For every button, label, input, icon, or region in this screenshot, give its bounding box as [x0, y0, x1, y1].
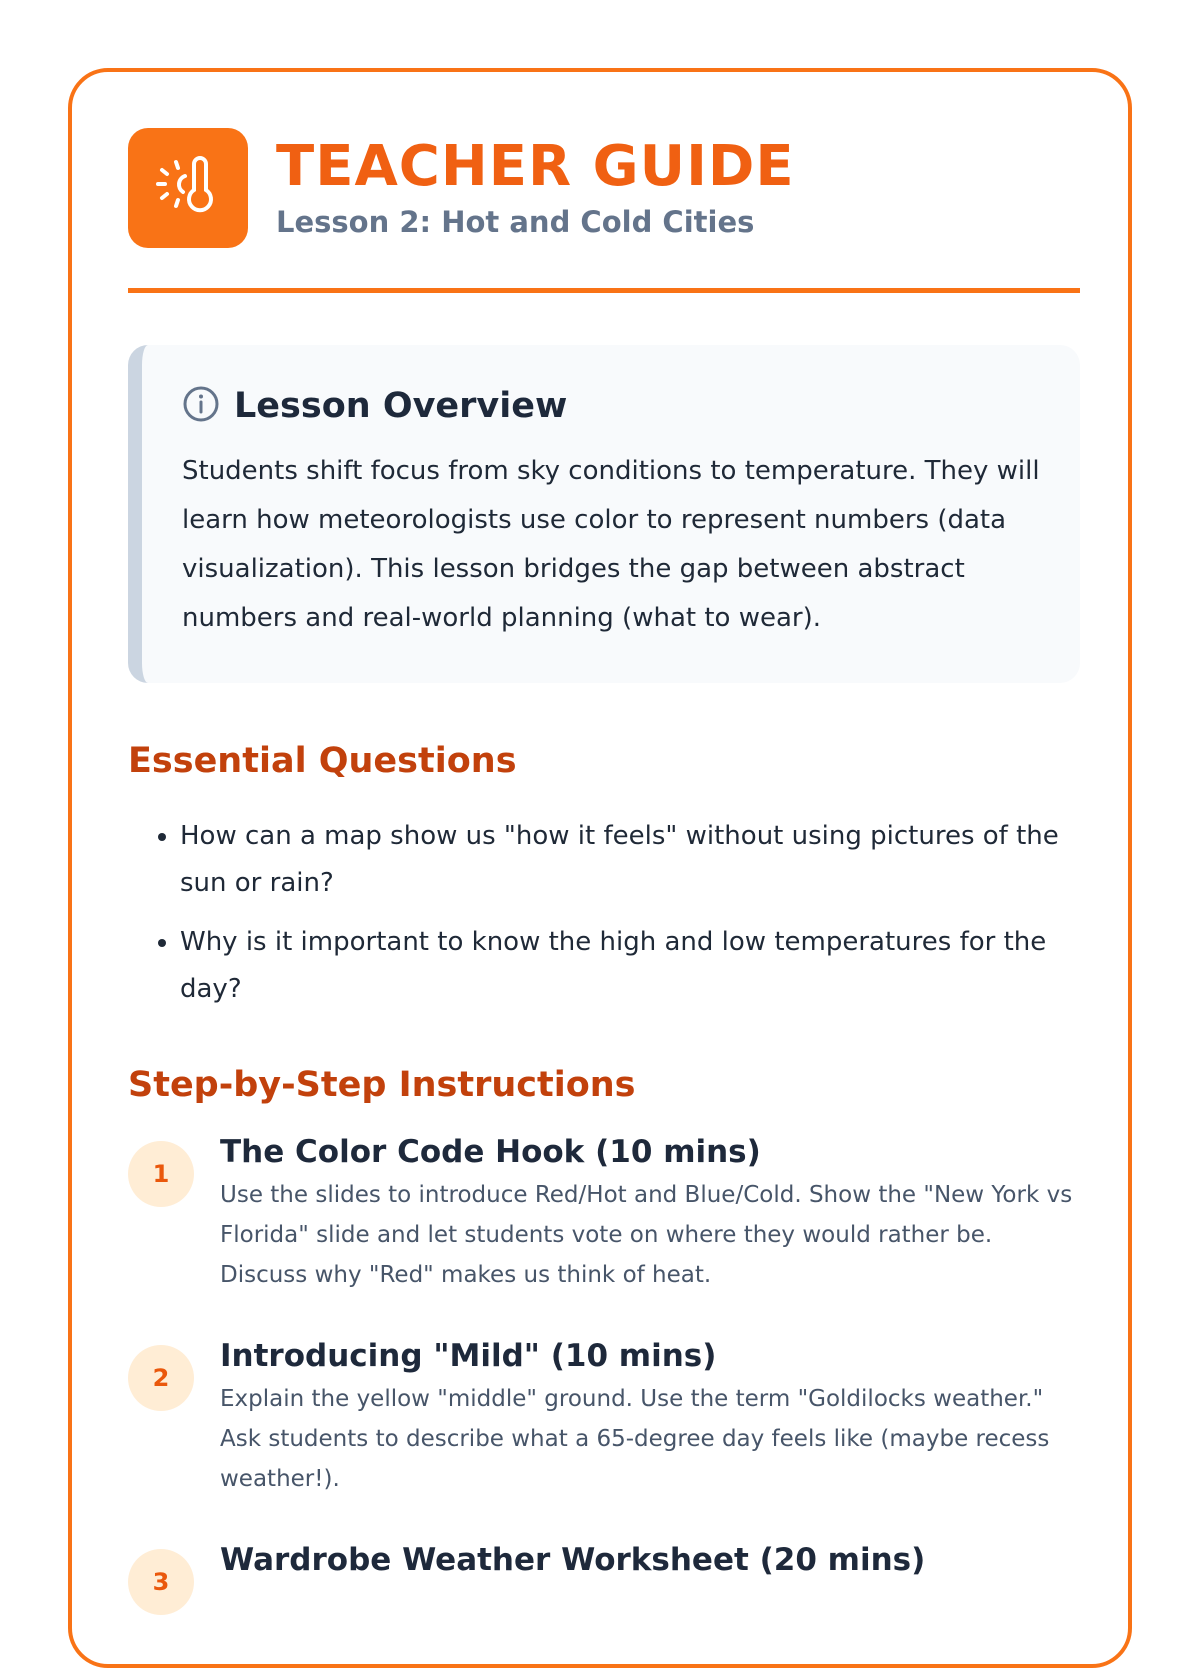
teacher-guide-card: [68, 68, 1132, 1668]
step-number-badge: 3: [128, 1549, 194, 1615]
guide-header: [128, 128, 1072, 248]
step-item: [128, 1335, 1080, 1499]
overview-text: Students shift focus from sky conditions to temperature. They will learn how meteorologists use color to represent numbers (data visualization). This lesson bridges the gap between abstract numbers and real-world planning (what to wear).: [182, 456, 1040, 633]
step-item: [128, 1131, 1080, 1295]
essential-questions-title: Essential Questions: [128, 741, 517, 781]
step-title: Wardrobe Weather Worksheet (20 mins): [220, 1542, 926, 1578]
step-title: The Color Code Hook (10 mins): [220, 1134, 761, 1170]
essential-questions-list: [128, 813, 1080, 1013]
header-divider: [128, 288, 1080, 293]
instructions-title: Step-by-Step Instructions: [128, 1065, 636, 1105]
question-item: • Why is it important to know the high and low temperatures for the day?: [180, 919, 1080, 1013]
info-icon: [182, 385, 220, 427]
lesson-overview-box: [128, 345, 1080, 683]
step-number-badge: 1: [128, 1141, 194, 1207]
step-item: [128, 1539, 1080, 1615]
step-number-badge: 2: [128, 1345, 194, 1411]
page-title: TEACHER GUIDE: [276, 134, 795, 199]
step-description: Use the slides to introduce Red/Hot and Blue/Cold. Show the "New York vs Florida" slide and let students vote on where they would rather be. Discuss why "Red" makes us think of heat.: [220, 1182, 1073, 1288]
sun-thermometer-icon: [128, 128, 248, 248]
question-item: • How can a map show us "how it feels" without using pictures of the sun or rain?: [180, 813, 1080, 907]
overview-title: Lesson Overview: [234, 386, 568, 426]
step-title: Introducing "Mild" (10 mins): [220, 1338, 717, 1374]
instructions-list: [128, 1131, 1080, 1615]
lesson-subtitle: Lesson 2: Hot and Cold Cities: [276, 205, 755, 239]
step-description: Explain the yellow "middle" ground. Use the term "Goldilocks weather." Ask students to describe what a 65-degree day feels like (maybe recess weather!).: [220, 1386, 1050, 1492]
